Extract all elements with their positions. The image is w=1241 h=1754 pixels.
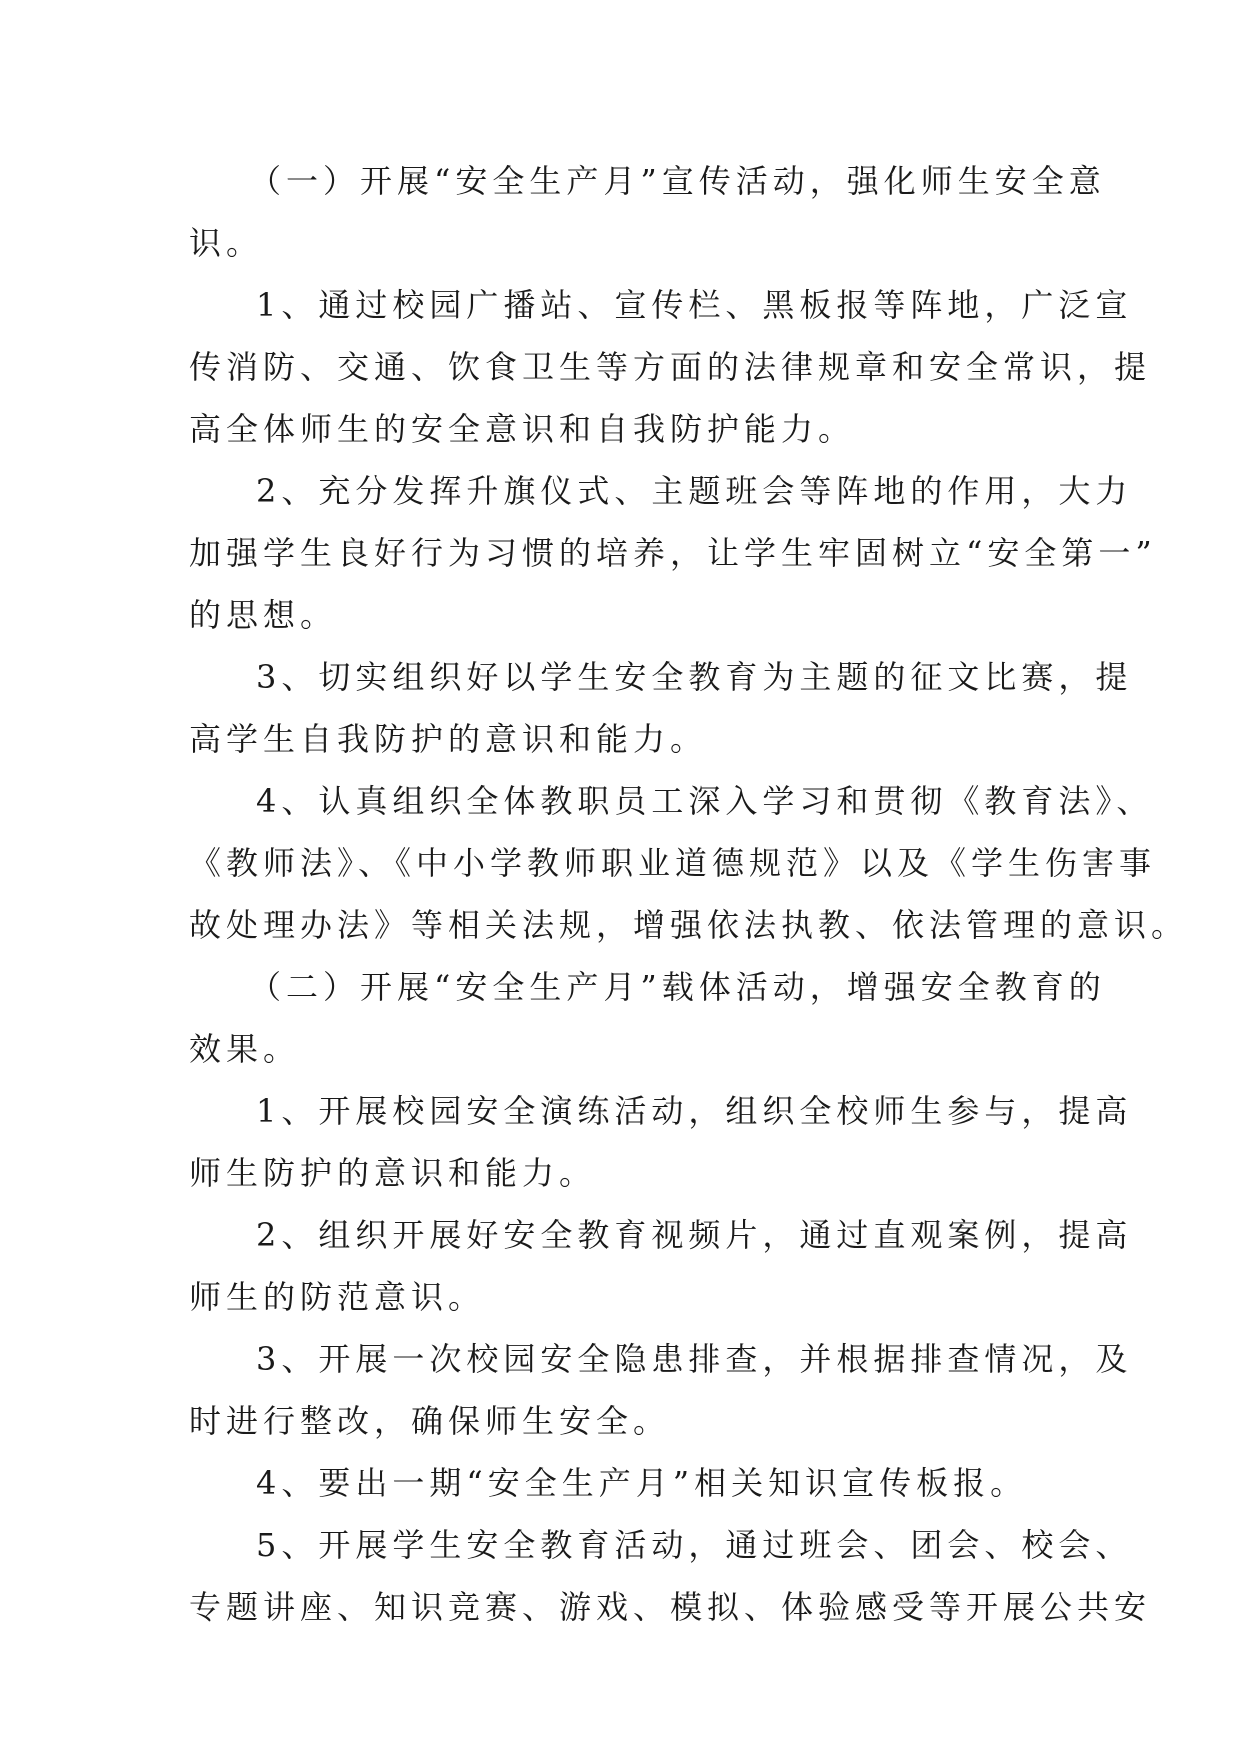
text-line: 效果。 — [189, 1030, 301, 1068]
paragraph — [189, 1080, 1133, 1204]
text-line: 1、通过校园广播站、宣传栏、黑板报等阵地，广泛宣 — [256, 286, 1133, 324]
text-line: 3、开展一次校园安全隐患排查，并根据排查情况，及 — [256, 1340, 1133, 1378]
paragraph — [189, 1452, 1055, 1514]
paragraph — [189, 646, 1133, 770]
document-body — [189, 150, 1189, 1638]
text-line: （二）开展“安全生产月”载体活动，增强安全教育的 — [249, 968, 1106, 1006]
paragraph — [189, 274, 1152, 460]
paragraph — [189, 1328, 1133, 1452]
text-line: 识。 — [189, 224, 264, 262]
text-line: 师生防护的意识和能力。 — [189, 1154, 597, 1192]
text-line: （一）开展“安全生产月”宣传活动，强化师生安全意 — [249, 162, 1106, 200]
text-line: 3、切实组织好以学生安全教育为主题的征文比赛，提 — [256, 658, 1133, 696]
paragraph — [189, 770, 1189, 956]
text-line: 故处理办法》等相关法规，增强依法执教、依法管理的意识。 — [189, 906, 1189, 944]
text-line: 加强学生良好行为习惯的培养，让学生牢固树立“安全第一” — [189, 534, 1157, 572]
text-line: 时进行整改，确保师生安全。 — [189, 1402, 671, 1440]
paragraph — [189, 460, 1157, 646]
text-line: 高学生自我防护的意识和能力。 — [189, 720, 708, 758]
text-line: 4、要出一期“安全生产月”相关知识宣传板报。 — [256, 1464, 1028, 1502]
text-line: 2、组织开展好安全教育视频片，通过直观案例，提高 — [256, 1216, 1133, 1254]
paragraph — [189, 1204, 1133, 1328]
section-heading-1 — [189, 150, 1106, 274]
text-line: 2、充分发挥升旗仪式、主题班会等阵地的作用，大力 — [256, 472, 1133, 510]
text-line: 5、开展学生安全教育活动，通过班会、团会、校会、 — [256, 1526, 1133, 1564]
text-line: 传消防、交通、饮食卫生等方面的法律规章和安全常识，提 — [189, 348, 1152, 386]
paragraph — [189, 1514, 1152, 1638]
text-line: 的思想。 — [189, 596, 338, 634]
text-line: 1、开展校园安全演练活动，组织全校师生参与，提高 — [256, 1092, 1133, 1130]
text-line: 4、认真组织全体教职员工深入学习和贯彻《教育法》、 — [256, 782, 1154, 820]
text-line: 高全体师生的安全意识和自我防护能力。 — [189, 410, 856, 448]
text-line: 《教师法》、《中小学教师职业道德规范》以及《学生伤害事 — [189, 844, 1157, 882]
text-line: 师生的防范意识。 — [189, 1278, 486, 1316]
section-heading-2 — [189, 956, 1106, 1080]
text-line: 专题讲座、知识竞赛、游戏、模拟、体验感受等开展公共安 — [189, 1588, 1152, 1626]
